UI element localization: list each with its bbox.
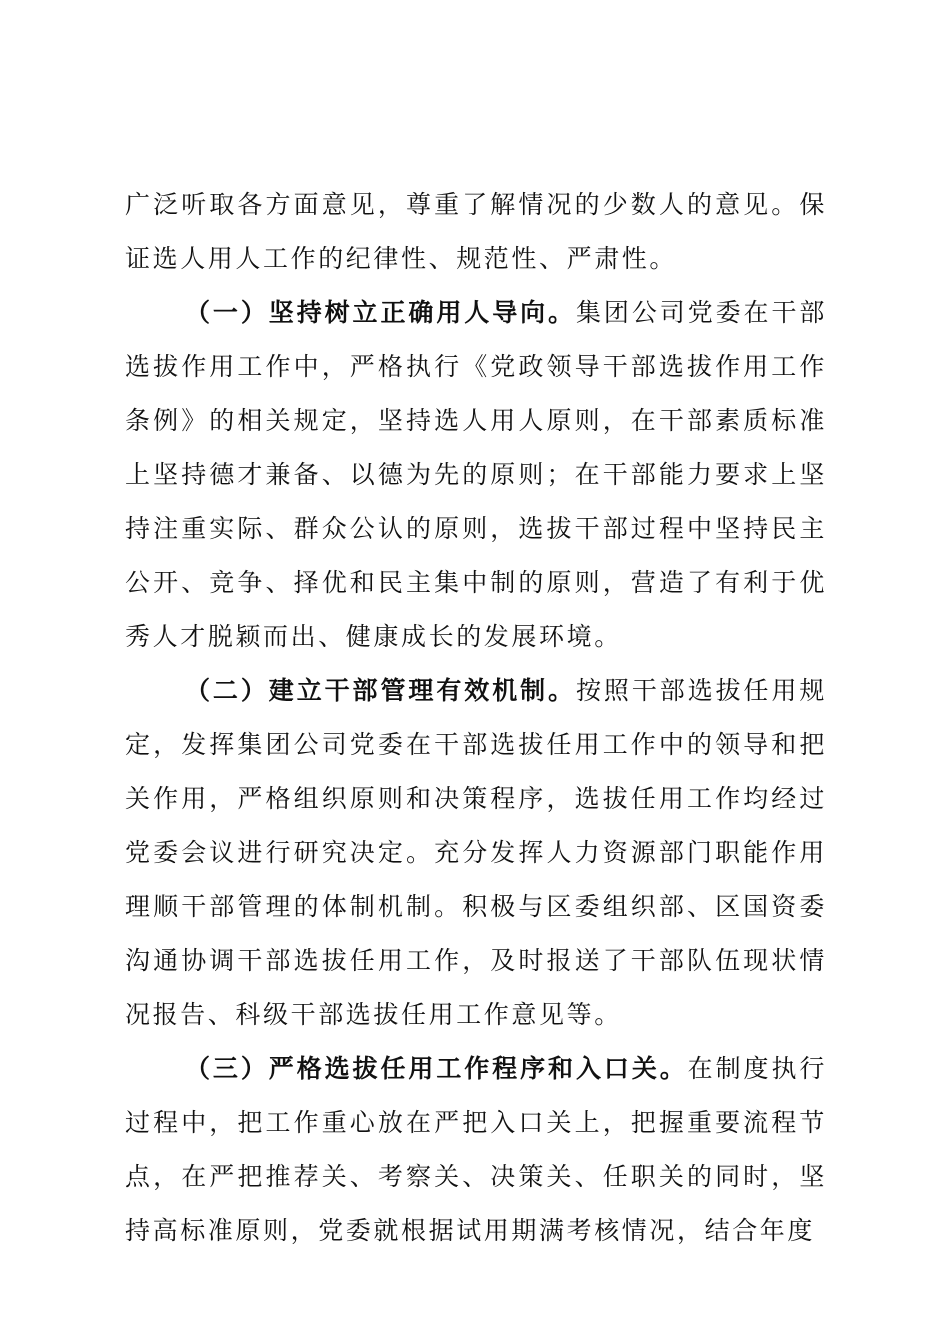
document-body [125, 178, 827, 1258]
section-heading: （二）建立干部管理有效机制。 [185, 676, 576, 705]
paragraph-section-2 [125, 664, 827, 1042]
section-heading: （一）坚持树立正确用人导向。 [185, 298, 576, 327]
paragraph-text: 广泛听取各方面意见，尊重了解情况的少数人的意见。保证选人用人工作的纪律性、规范性、严肃性。 [125, 190, 827, 273]
paragraph-text: 集团公司党委在干部选拔作用工作中，严格执行《党政领导干部选拔作用工作条例》的相关规定，坚持选人用人原则，在干部素质标准上坚持德才兼备、以德为先的原则；在干部能力要求上坚持注重实际、群众公认的原则，选拔干部过程中坚持民主公开、竞争、择优和民主集中制的原则，营造了有利于优秀人才脱颖而出、健康成长的发展环境。 [125, 298, 827, 651]
section-heading: （三）严格选拔任用工作程序和入口关。 [185, 1054, 688, 1083]
paragraph-text: 在制度执行过程中，把工作重心放在严把入口关上，把握重要流程节点，在严把推荐关、考察关、决策关、任职关的同时，坚持高标准原则，党委就根据试用期满考核情况，结合年度 [125, 1054, 827, 1245]
paragraph-section-1 [125, 286, 827, 664]
paragraph-text: 按照干部选拔任用规定，发挥集团公司党委在干部选拔任用工作中的领导和把关作用，严格组织原则和决策程序，选拔任用工作均经过党委会议进行研究决定。充分发挥人力资源部门职能作用理顺干部管理的体制机制。积极与区委组织部、区国资委沟通协调干部选拔任用工作，及时报送了干部队伍现状情况报告、科级干部选拔任用工作意见等。 [125, 676, 827, 1029]
paragraph-intro [125, 178, 827, 286]
paragraph-section-3 [125, 1042, 827, 1258]
